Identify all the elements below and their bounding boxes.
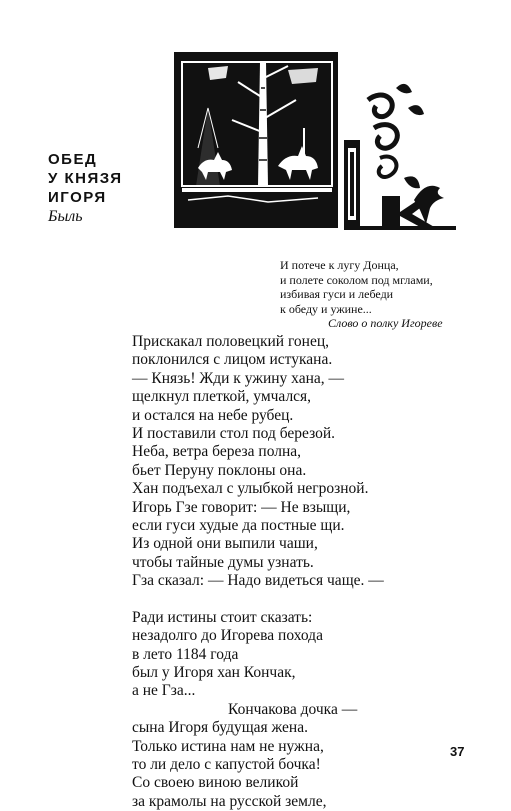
poem-line: и остался на небе рубец. bbox=[132, 406, 294, 424]
poem-line-indented: Кончакова дочка — bbox=[228, 700, 358, 718]
poem-line: в лето 1184 года bbox=[132, 645, 239, 663]
poem-line: Только истина нам не нужна, bbox=[132, 737, 324, 755]
woodcut-illustration bbox=[168, 48, 460, 234]
poem-line: Хан подъехал с улыбкой негрозной. bbox=[132, 480, 369, 498]
epigraph-line: избивая гуси и лебеди bbox=[280, 287, 394, 301]
poem-title-line-2: У КНЯЗЯ bbox=[48, 170, 123, 187]
poem-line: сына Игоря будущая жена. bbox=[132, 719, 308, 737]
poem-line: бьет Перуну поклоны она. bbox=[132, 461, 307, 479]
epigraph-line: к обеду и ужине... bbox=[280, 301, 372, 316]
poem-line: поклонился с лицом истукана. bbox=[132, 351, 333, 369]
epigraph-line: И потече к лугу Донца, bbox=[280, 258, 399, 272]
poem-line: Прискакал половецкий гонец, bbox=[132, 333, 330, 350]
poem-line: если гуси худые да постные щи. bbox=[132, 517, 345, 535]
poem-line: Со своею виною великой bbox=[132, 774, 299, 792]
poem-line: был у Игоря хан Кончак, bbox=[132, 663, 296, 681]
poem-line: незадолго до Игорева похода bbox=[132, 627, 323, 645]
epigraph-source: Слово о полку Игореве bbox=[328, 316, 443, 330]
poem-title-line-1: ОБЕД bbox=[48, 151, 98, 168]
poem-line: то ли дело с капустой бочка! bbox=[132, 755, 321, 773]
poem-body bbox=[132, 333, 452, 811]
poem-line: Игорь Гзе говорит: — Не взыщи, bbox=[132, 498, 351, 516]
poem-line: Ради истины стоит сказать: bbox=[132, 608, 313, 626]
poem-subtitle: Быль bbox=[48, 208, 83, 225]
poem-line: Из одной они выпили чаши, bbox=[132, 535, 318, 553]
poem-line: — Князь! Жди к ужину хана, — bbox=[132, 369, 345, 387]
epigraph bbox=[280, 258, 480, 331]
poem-line: а не Гза... bbox=[132, 682, 196, 700]
page-number: 37 bbox=[450, 744, 465, 759]
poem-title-line-3: ИГОРЯ bbox=[48, 189, 107, 206]
poem-line: Гза сказал: — Надо видеться чаще. — bbox=[132, 572, 384, 590]
poem-line: щелкнул плеткой, умчался, bbox=[132, 388, 312, 406]
poem-line: чтобы тайные думы узнать. bbox=[132, 553, 314, 571]
poem-title-block bbox=[48, 150, 163, 227]
poem-line: за крамолы на русской земле, bbox=[132, 792, 327, 810]
epigraph-line: и полете соколом под мглами, bbox=[280, 272, 433, 287]
stanza-break bbox=[132, 591, 452, 609]
poem-line: Неба, ветра береза полна, bbox=[132, 443, 302, 461]
poem-line: И поставили стол под березой. bbox=[132, 425, 336, 443]
